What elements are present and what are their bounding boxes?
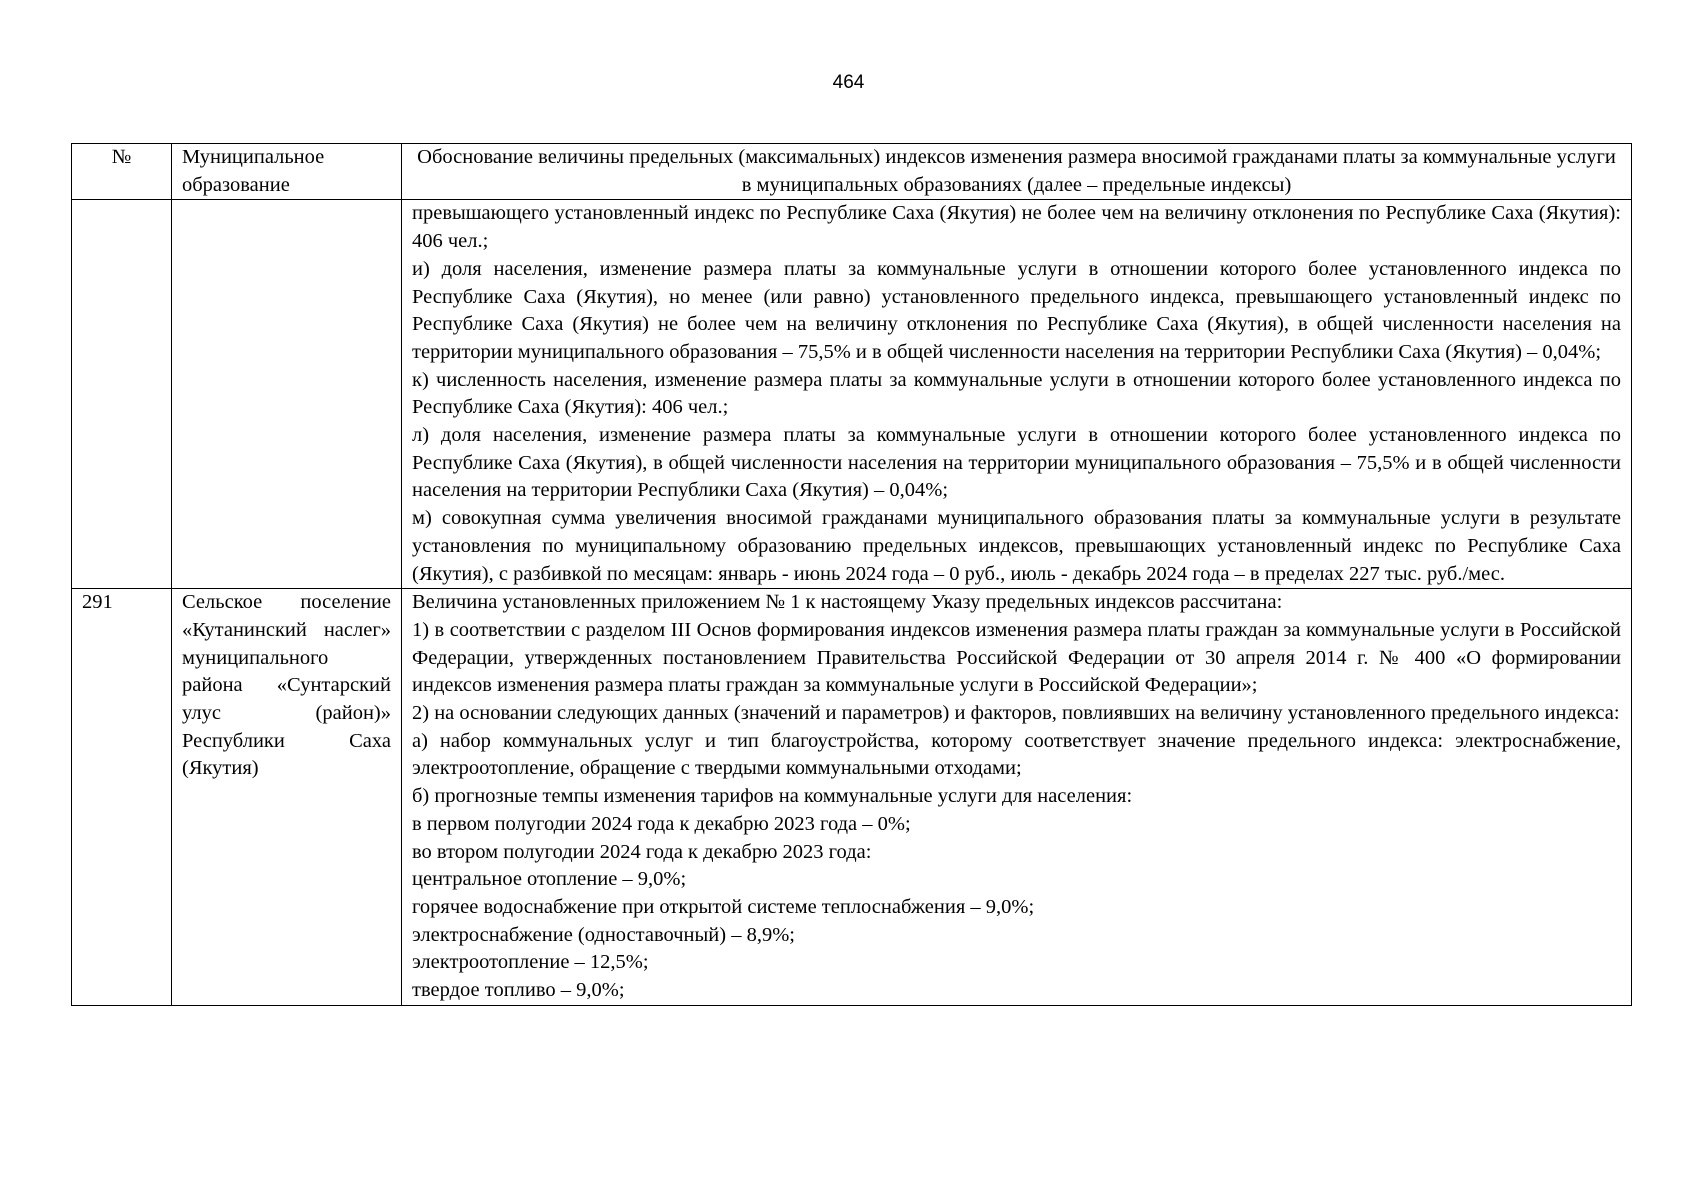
header-justification: Обоснование величины предельных (максимальных) индексов изменения размера вносимой гражданами платы за коммунальные услуги в муниципальных образованиях (далее – предельные индексы) <box>402 144 1632 200</box>
paragraph: превышающего установленный индекс по Республике Саха (Якутия) не более чем на величину отклонения по Республике Саха (Якутия): 406 чел.; <box>412 202 1621 253</box>
row-justification <box>402 200 1632 589</box>
paragraph: Величина установленных приложением № 1 к настоящему Указу предельных индексов рассчитана: <box>412 591 1283 614</box>
table-header-row <box>72 144 1632 200</box>
paragraph: м) совокупная сумма увеличения вносимой гражданами муниципального образования платы за коммунальные услуги в результате установления по муниципальному образованию предельных индексов, превышающих установленный индекс по Республике Саха (Якутия), с разбивкой по месяцам: январь - июнь 2024 года – 0 руб., июль - декабрь 2024 года – в пределах 227 тыс. руб./мес. <box>412 507 1621 585</box>
paragraph: твердое топливо – 9,0%; <box>412 979 625 1002</box>
paragraph: к) численность населения, изменение размера платы за коммунальные услуги в отношении которого более установленного индекса по Республике Саха (Якутия): 406 чел.; <box>412 368 1621 419</box>
paragraph: 2) на основании следующих данных (значений и параметров) и факторов, повлиявших на величину установленного предельного индекса: <box>412 702 1620 725</box>
row-municipality: Сельское поселение «Кутанинский наслег» муниципального района «Сунтарский улус (район)» Республики Саха (Якутия) <box>172 589 402 1006</box>
row-municipality <box>172 200 402 589</box>
table-row <box>72 589 1632 1006</box>
row-number: 291 <box>72 589 172 1006</box>
paragraph: а) набор коммунальных услуг и тип благоустройства, которому соответствует значение предельного индекса: электроснабжение, электроотопление, обращение с твердыми коммунальными отходами; <box>412 729 1621 780</box>
header-number: № <box>72 144 172 200</box>
paragraph: 1) в соответствии с разделом III Основ формирования индексов изменения размера платы граждан за коммунальные услуги в Российской Федерации, утвержденных постановлением Правительства Российской Федерации от 30 апреля 2014 г. № 400 «О формировании индексов изменения размера платы граждан за коммунальные услуги в Российской Федерации»; <box>412 618 1621 697</box>
table-row <box>72 200 1632 589</box>
paragraph: электроснабжение (одноставочный) – 8,9%; <box>412 923 795 946</box>
paragraph: горячее водоснабжение при открытой системе теплоснабжения – 9,0%; <box>412 895 1035 918</box>
paragraph: б) прогнозные темпы изменения тарифов на коммунальные услуги для населения: <box>412 785 1133 808</box>
paragraph: и) доля населения, изменение размера платы за коммунальные услуги в отношении которого более установленного индекса по Республике Саха (Якутия), но менее (или равно) установленного предельного индекса, превышающего установленный индекс по Республике Саха (Якутия) не более чем на величину отклонения по Республике Саха (Якутия), в общей численности населения на территории муниципального образования – 75,5% и в общей численности населения на территории Республики Саха (Якутия) – 0,04%; <box>412 257 1621 363</box>
paragraph: л) доля населения, изменение размера платы за коммунальные услуги в отношении которого более установленного индекса по Республике Саха (Якутия), в общей численности населения на территории муниципального образования – 75,5% и в общей численности населения на территории Республики Саха (Якутия) – 0,04%; <box>412 424 1621 502</box>
row-number <box>72 200 172 589</box>
paragraph: электроотопление – 12,5%; <box>412 951 649 974</box>
paragraph: центральное отопление – 9,0%; <box>412 868 687 891</box>
page-number: 464 <box>832 72 865 93</box>
header-municipality: Муниципальное образование <box>172 144 402 200</box>
justification-table <box>71 143 1632 1006</box>
paragraph: в первом полугодии 2024 года к декабрю 2023 года – 0%; <box>412 812 911 835</box>
paragraph: во втором полугодии 2024 года к декабрю 2023 года: <box>412 840 872 863</box>
row-justification <box>402 589 1632 1006</box>
